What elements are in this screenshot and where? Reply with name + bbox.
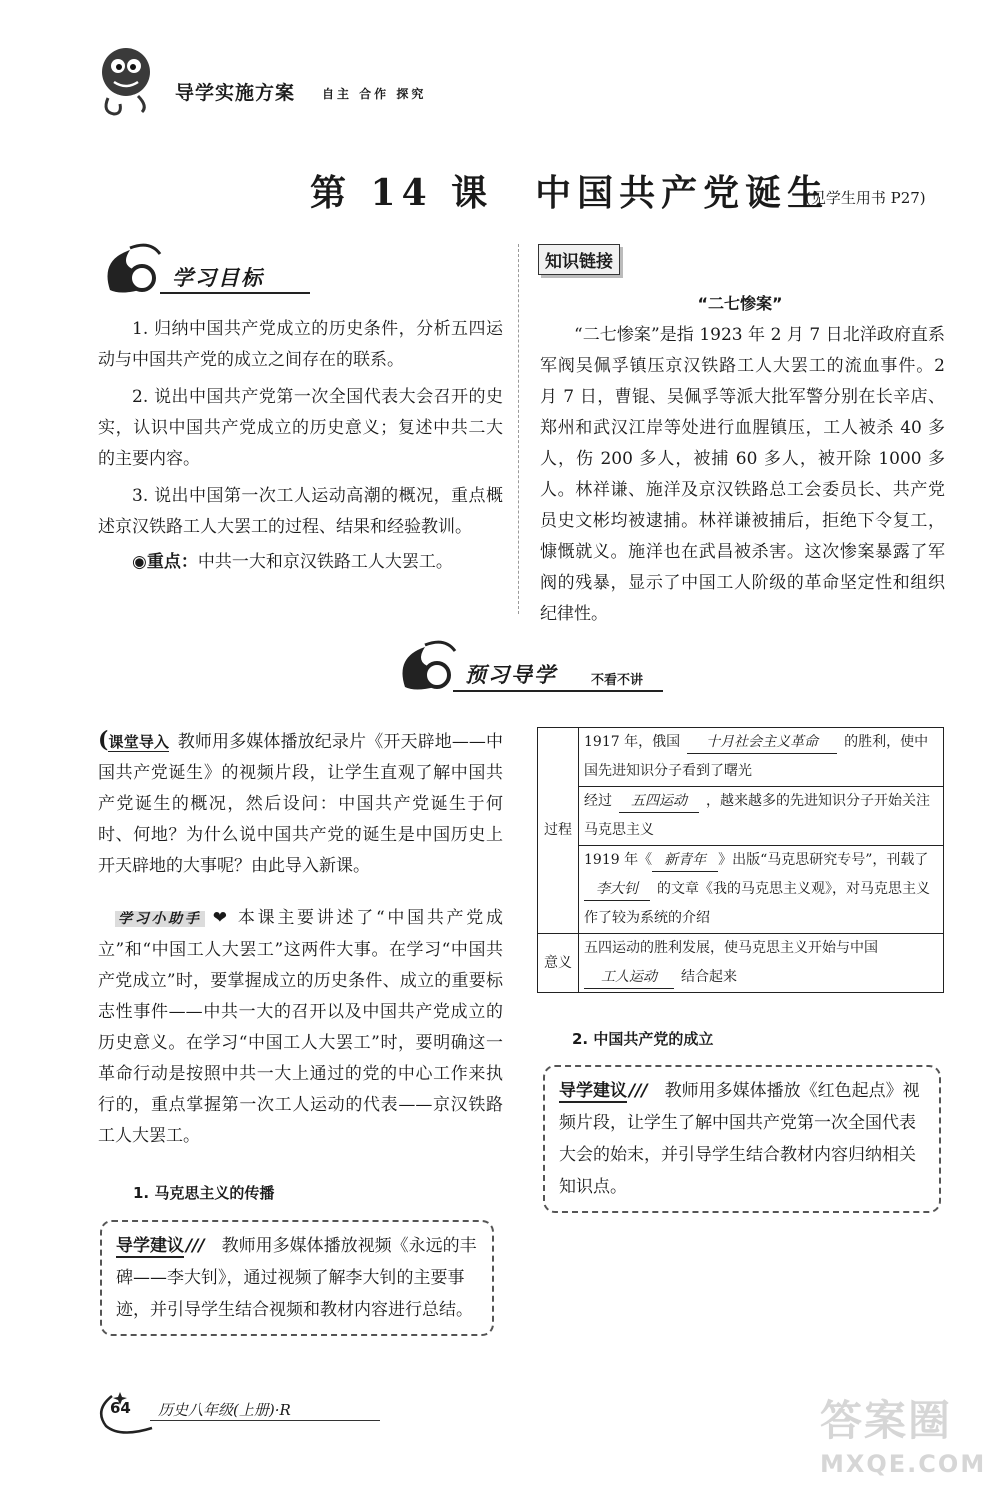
slash-icon: /// — [186, 1236, 205, 1256]
lesson-reference: (见学生用书 P27) — [805, 189, 926, 207]
goals-list — [98, 314, 503, 578]
marxism-process-table — [537, 727, 944, 993]
watermark — [820, 1388, 990, 1483]
table-cell: 五四运动的胜利发展，使马克思主义开始与中国 工人运动 结合起来 — [579, 934, 944, 993]
answer-fill: 十月社会主义革命 — [687, 731, 837, 754]
header-title: 导学实施方案 — [175, 82, 296, 104]
slash-icon: /// — [629, 1081, 648, 1101]
watermark-text: 答案圈 — [820, 1396, 953, 1445]
table-row — [538, 728, 944, 787]
goal-item: 1. 归纳中国共产党成立的历史条件，分析五四运动与中国共产党的成立之间存在的联系。 — [98, 319, 503, 370]
section1-guide-text: 教师用多媒体播放视频《永远的丰碑——李大钊》，通过视频了解李大钊的主要事迹，并引导学生结合视频和教材内容进行总结。 — [116, 1236, 477, 1320]
process-label: 过程 — [538, 728, 579, 934]
bracket-icon: ( — [98, 727, 109, 753]
lesson-title: 第 14 课 中国共产党诞生 — [310, 172, 830, 214]
goal-item: 2. 说出中国共产党第一次全国代表大会召开的史实，认识中国共产党成立的历史意义；复述中共二大的主要内容。 — [98, 387, 503, 469]
mascot-logo-icon — [88, 40, 168, 120]
preview-note: 不看不讲 — [591, 673, 644, 688]
preview-banner — [395, 637, 670, 697]
section2-guide-label: 导学建议 — [559, 1081, 627, 1101]
answer-fill: 李大钊 — [584, 878, 650, 901]
goal-key — [98, 547, 503, 578]
section1-title: 1. 马克思主义的传播 — [133, 1184, 275, 1202]
knowledge-link-tag: 知识链接 — [538, 244, 620, 275]
goals-banner — [100, 240, 320, 300]
section2-guide-box — [543, 1065, 941, 1213]
page-number: 64 — [110, 1399, 131, 1417]
helper-text: 本课主要讲述了“中国共产党成立”和“中国工人大罢工”这两件大事。在学习“中国共产党成立”时，要掌握成立的历史条件、成立的重要标志性事件——中共一大的召开以及中国共产党成立的历史意义。在学习“中国工人大罢工”时，要明确这一革命行动是按照中共一大上通过的党的中心工作来执行的，重点掌握第一次工人运动的代表——京汉铁路工人大罢工。 — [98, 908, 503, 1146]
table-row — [538, 846, 944, 934]
answer-fill: 五四运动 — [619, 790, 699, 813]
table-row — [538, 787, 944, 846]
preview-banner-rule — [453, 690, 663, 692]
table-row — [538, 934, 944, 993]
knowledge-link-body: “二七惨案”是指 1923 年 2 月 7 日北洋政府直系军阀吴佩孚镇压京汉铁路工人大罢工的流血事件。2 月 7 日，曹锟、吴佩孚等派大批军警分别在长辛店、郑州和武汉江岸等处进行血腥镇压，工人被杀 40 多人，伤 200 多人，被捕 60 多人，被开除 1000 多人。林祥谦、施洋及京汉铁路总工会委员长、共产党员史文彬均被逮捕。林祥谦被捕后，拒绝下令复工，慷慨就义。施洋也在武昌被杀害。这次惨案暴露了军阀的残暴，显示了中国工人阶级的革命坚定性和组织纪律性。 — [540, 325, 945, 624]
intro-paragraph — [98, 725, 503, 882]
goals-banner-label: 学习目标 — [172, 266, 264, 290]
knowledge-link-heading: “二七惨案” — [697, 294, 783, 313]
helper-paragraph — [98, 903, 503, 1152]
goal-key-label: ◉重点： — [132, 552, 198, 572]
table-cell: 1919 年《 新青年 》出版“马克思研究专号”，刊载了 李大钊 的文章《我的马克思主义观》，对马克思主义作了较为系统的介绍 — [579, 846, 944, 934]
flame-swirl-icon — [395, 637, 475, 697]
preview-banner-label: 预习导学 — [465, 663, 557, 687]
intro-text: 教师用多媒体播放纪录片《开天辟地——中国共产党诞生》的视频片段，让学生直观了解中国共产党诞生的概况，然后设问：中国共产党诞生于何时、何地？为什么说中国共产党的诞生是中国历史上开天辟地的大事呢？由此导入新课。 — [98, 732, 503, 876]
book-title: 历史八年级(上册)·R — [158, 1401, 291, 1419]
footer-rule — [150, 1420, 380, 1421]
goal-key-text: 中共一大和京汉铁路工人大罢工。 — [197, 552, 453, 572]
section1-guide-box — [100, 1220, 494, 1336]
table-cell: 1917 年，俄国 十月社会主义革命 的胜利，使中国先进知识分子看到了曙光 — [579, 728, 944, 787]
section1-guide-label: 导学建议 — [116, 1236, 184, 1256]
section2-title: 2. 中国共产党的成立 — [572, 1030, 714, 1048]
answer-fill: 新青年 — [652, 849, 718, 872]
header-subtitle: 自主 合作 探究 — [322, 87, 427, 101]
goal-item: 3. 说出中国第一次工人运动高潮的概况，重点概述京汉铁路工人大罢工的过程、结果和经验教训。 — [98, 486, 503, 537]
intro-label: 课堂导入 — [108, 733, 170, 751]
heart-icon: ❤ — [204, 908, 238, 928]
table-cell: 经过 五四运动 ，越来越多的先进知识分子开始关注马克思主义 — [579, 787, 944, 846]
answer-fill: 工人运动 — [584, 966, 674, 989]
meaning-label: 意义 — [538, 934, 579, 993]
goals-banner-rule — [160, 292, 310, 294]
section2-guide-text: 教师用多媒体播放《红色起点》视频片段，让学生了解中国共产党第一次全国代表大会的始末，并引导学生结合教材内容归纳相关知识点。 — [559, 1081, 920, 1197]
flame-swirl-icon — [100, 240, 180, 300]
watermark-url: MXQE.COM — [820, 1450, 987, 1478]
column-divider — [518, 244, 519, 614]
helper-label: 学习小助手 — [115, 911, 205, 927]
